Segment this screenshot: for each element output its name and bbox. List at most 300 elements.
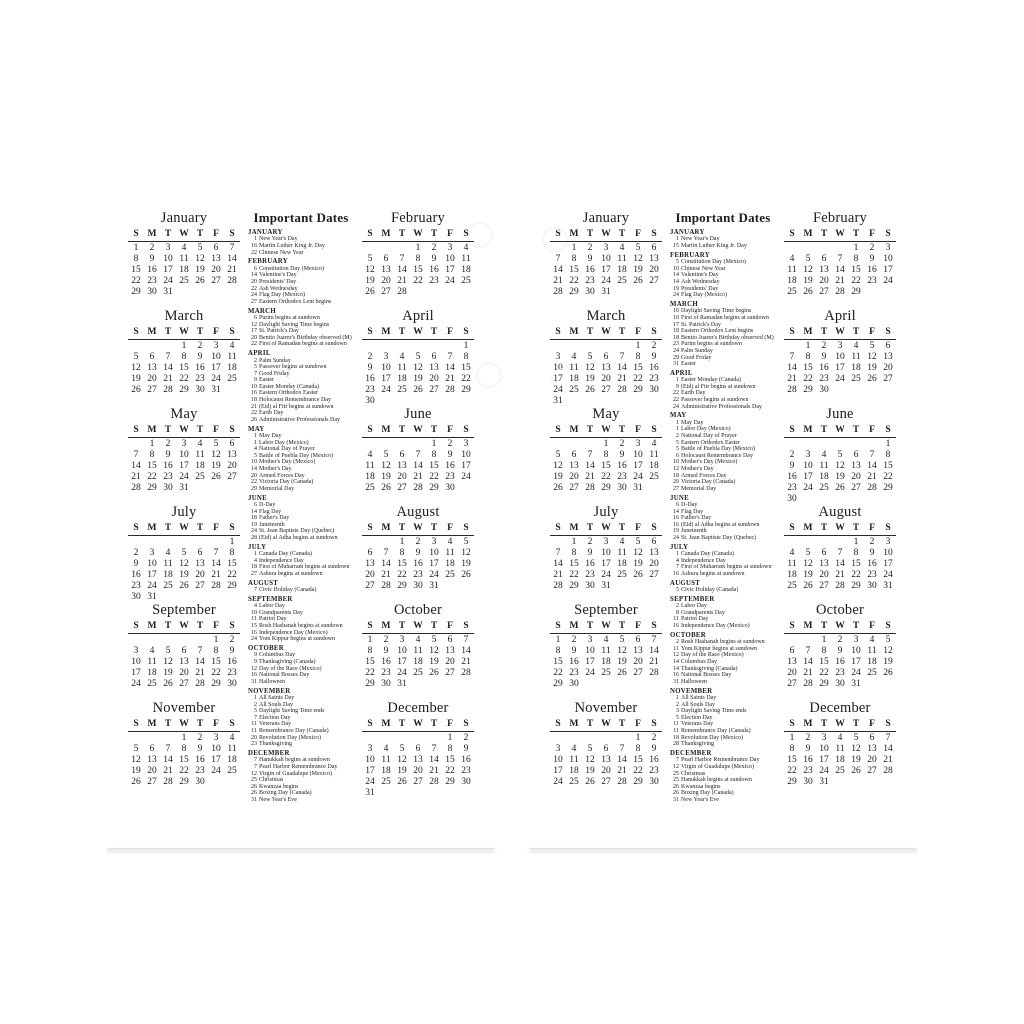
- important-date-day: 9: [254, 652, 257, 659]
- month-title: April: [824, 308, 856, 324]
- important-month-header: DECEMBER: [248, 749, 290, 757]
- day-number: 28: [787, 385, 797, 396]
- day-number: 2: [197, 732, 203, 743]
- day-number: 6: [789, 645, 795, 656]
- important-month-header: FEBRUARY: [248, 258, 288, 266]
- important-date-entry: [670, 502, 776, 509]
- day-number: 24: [147, 581, 157, 592]
- important-date-label: Mother's Day: [681, 466, 714, 472]
- weekday-letter: S: [133, 621, 139, 631]
- important-date-day: 18: [251, 515, 257, 522]
- day-number: 18: [227, 362, 237, 373]
- weekday-letter: W: [179, 523, 189, 533]
- weekday-letter: W: [601, 327, 611, 337]
- day-number: 26: [585, 385, 595, 396]
- day-number: 14: [585, 460, 595, 471]
- day-number: 27: [445, 668, 455, 679]
- day-number: 5: [431, 634, 437, 645]
- important-month-header: AUGUST: [248, 579, 279, 587]
- important-date-entry: [248, 236, 354, 243]
- important-date-entry: [248, 797, 354, 804]
- month-calendar: [128, 210, 240, 308]
- day-number: 15: [851, 264, 861, 275]
- important-date-entry: [248, 764, 354, 771]
- month-title: April: [402, 308, 434, 324]
- important-date-day: 24: [251, 636, 257, 643]
- important-month-header: MARCH: [248, 307, 276, 315]
- weekday-letter: T: [820, 719, 828, 729]
- important-date-entry: [248, 371, 354, 378]
- weekday-letter: F: [447, 621, 453, 631]
- day-number: 8: [635, 743, 641, 754]
- day-number: 26: [803, 287, 813, 298]
- empty-cell: [128, 635, 144, 646]
- day-number: 17: [803, 472, 813, 483]
- day-number: 19: [803, 570, 813, 581]
- day-number: 13: [195, 558, 205, 569]
- important-date-entry: [670, 390, 776, 397]
- important-date-label: Presidents' Day: [681, 285, 719, 292]
- empty-cell: [410, 341, 426, 352]
- important-date-entry: [670, 721, 776, 728]
- day-number: 6: [229, 438, 235, 449]
- important-date-day: 1: [254, 433, 257, 440]
- important-date-day: 1: [676, 236, 679, 243]
- important-date-entry: [670, 404, 776, 411]
- empty-cell: [394, 733, 410, 744]
- important-date-label: Revolution Day (Mexico): [259, 734, 321, 741]
- day-number: 22: [413, 276, 423, 287]
- empty-cell: [800, 243, 816, 254]
- day-number: 30: [163, 483, 173, 494]
- important-date-day: 6: [676, 501, 679, 508]
- day-number: 10: [585, 645, 595, 656]
- important-date-day: 24: [673, 347, 679, 354]
- day-number: 1: [571, 242, 577, 253]
- day-number: 27: [787, 679, 797, 690]
- important-date-day: 31: [673, 361, 679, 368]
- day-number: 13: [429, 362, 439, 373]
- day-number: 25: [787, 287, 797, 298]
- important-date-entry: [248, 715, 354, 722]
- day-number: 16: [195, 362, 205, 373]
- day-number: 11: [787, 558, 797, 569]
- day-grid: [784, 635, 896, 691]
- month-calendar: [128, 602, 240, 700]
- important-month-section: [248, 258, 354, 305]
- important-date-label: Thanksgiving: [681, 741, 714, 748]
- day-number: 10: [147, 558, 157, 569]
- day-number: 2: [165, 438, 171, 449]
- important-dates-column: [670, 210, 776, 804]
- important-date-label: Remembrance Day (Canada): [259, 727, 329, 734]
- important-date-entry: [670, 266, 776, 273]
- day-number: 31: [601, 287, 611, 298]
- month-calendar: [128, 308, 240, 406]
- day-number: 29: [803, 385, 813, 396]
- important-date-entry: [670, 702, 776, 709]
- important-date-label: Mother's Day: [259, 466, 292, 472]
- day-number: 12: [461, 547, 471, 558]
- day-number: 10: [601, 253, 611, 264]
- day-number: 27: [365, 581, 375, 592]
- day-number: 4: [571, 743, 577, 754]
- important-date-label: All Souls Day: [259, 701, 294, 708]
- empty-cell: [144, 537, 160, 548]
- important-date-label: Purim begins at sundown: [681, 341, 742, 348]
- day-number: 29: [429, 483, 439, 494]
- day-number: 15: [553, 656, 563, 667]
- day-number: 20: [195, 570, 205, 581]
- important-date-label: St. Patrick's Day: [681, 321, 721, 328]
- weekday-letter: F: [447, 425, 453, 435]
- weekday-letter: S: [885, 621, 891, 631]
- day-number: 6: [603, 351, 609, 362]
- day-number: 18: [569, 766, 579, 777]
- month-title: June: [404, 406, 432, 422]
- important-date-day: 11: [673, 721, 679, 728]
- day-number: 14: [429, 754, 439, 765]
- day-number: 11: [851, 351, 861, 362]
- day-number: 2: [447, 438, 453, 449]
- day-number: 13: [787, 656, 797, 667]
- important-date-label: National Bosses Day: [259, 672, 310, 679]
- weekday-letter: T: [164, 719, 172, 729]
- day-number: 28: [211, 581, 221, 592]
- important-date-day: 20: [251, 278, 257, 285]
- day-number: 30: [835, 679, 845, 690]
- important-date-label: Grandparents Day: [259, 609, 303, 616]
- important-date-label: Independence Day: [259, 557, 304, 564]
- important-date-label: Civic Holiday (Canada): [681, 587, 739, 594]
- important-date-day: 16: [251, 243, 257, 249]
- day-number: 2: [197, 340, 203, 351]
- day-number: 18: [461, 264, 471, 275]
- important-date-day: 25: [673, 777, 679, 784]
- weekday-letter: F: [213, 327, 219, 337]
- important-date-label: Constitution Day (Mexico): [681, 259, 746, 266]
- weekday-letter: T: [196, 719, 204, 729]
- important-date-day: 14: [673, 278, 679, 285]
- day-number: 5: [415, 351, 421, 362]
- page-bottom-shadow: [107, 848, 495, 850]
- weekday-letter: S: [367, 425, 373, 435]
- important-date-label: (Eid) al Fitr begins at sundown: [259, 403, 334, 410]
- important-month-section: [670, 412, 776, 492]
- day-number: 3: [399, 634, 405, 645]
- day-number: 31: [179, 483, 189, 494]
- important-date-day: 11: [251, 721, 257, 728]
- day-number: 9: [587, 547, 593, 558]
- day-number: 29: [397, 581, 407, 592]
- important-date-day: 19: [673, 528, 679, 535]
- day-number: 22: [569, 276, 579, 287]
- weekday-letter: S: [555, 425, 561, 435]
- day-number: 14: [835, 264, 845, 275]
- important-date-label: Columbus Day: [681, 659, 718, 666]
- day-number: 19: [803, 276, 813, 287]
- day-grid: [128, 537, 240, 604]
- day-number: 14: [397, 264, 407, 275]
- important-date-label: Virgin of Guadalupe (Mexico): [681, 763, 755, 770]
- day-number: 11: [365, 460, 375, 471]
- weekday-letter: T: [618, 229, 626, 239]
- important-date-label: Martin Luther King Jr. Day: [259, 243, 325, 249]
- important-date-label: Mother's Day (Mexico): [681, 459, 738, 466]
- day-number: 19: [553, 472, 563, 483]
- day-number: 6: [821, 253, 827, 264]
- important-date-label: Canada Day (Canada): [681, 551, 734, 558]
- day-number: 12: [633, 253, 643, 264]
- day-grid: [550, 733, 662, 789]
- day-number: 2: [821, 340, 827, 351]
- day-number: 28: [429, 777, 439, 788]
- day-number: 20: [819, 570, 829, 581]
- weekday-letter: F: [869, 621, 875, 631]
- important-date-entry: [248, 322, 354, 329]
- day-number: 20: [227, 460, 237, 471]
- weekday-letter: S: [789, 621, 795, 631]
- day-number: 11: [835, 743, 845, 754]
- day-number: 29: [179, 385, 189, 396]
- day-number: 15: [601, 460, 611, 471]
- day-number: 29: [227, 581, 237, 592]
- day-number: 4: [789, 253, 795, 264]
- day-number: 29: [211, 679, 221, 690]
- day-number: 24: [163, 276, 173, 287]
- important-date-label: Flag Day: [681, 508, 704, 515]
- day-number: 5: [133, 351, 139, 362]
- day-number: 11: [445, 547, 455, 558]
- day-number: 28: [617, 777, 627, 788]
- weekday-header: [362, 523, 474, 536]
- important-date-entry: [248, 610, 354, 617]
- weekday-letter: T: [852, 621, 860, 631]
- day-number: 22: [787, 766, 797, 777]
- day-number: 7: [383, 547, 389, 558]
- important-date-day: 6: [254, 501, 257, 508]
- important-date-entry: [670, 397, 776, 404]
- weekday-letter: T: [164, 229, 172, 239]
- day-number: 7: [651, 634, 657, 645]
- important-date-label: Boxing Day (Canada): [259, 790, 312, 797]
- day-number: 27: [819, 581, 829, 592]
- important-date-label: National Day of Prayer: [259, 446, 315, 453]
- day-number: 10: [429, 547, 439, 558]
- weekday-header: [128, 425, 240, 438]
- important-date-entry: [670, 459, 776, 466]
- day-number: 21: [227, 264, 237, 275]
- day-number: 23: [195, 374, 205, 385]
- day-number: 13: [819, 264, 829, 275]
- important-date-entry: [248, 266, 354, 273]
- day-number: 26: [365, 287, 375, 298]
- day-grid: [784, 537, 896, 593]
- day-number: 21: [163, 374, 173, 385]
- important-date-entry: [670, 515, 776, 522]
- day-number: 20: [211, 264, 221, 275]
- page-content: [527, 148, 919, 804]
- day-number: 3: [447, 242, 453, 253]
- month-calendar: [362, 700, 474, 798]
- important-date-day: 4: [676, 557, 679, 564]
- day-number: 10: [883, 547, 893, 558]
- day-grid: [362, 733, 474, 800]
- day-number: 23: [445, 472, 455, 483]
- important-date-label: Easter: [259, 377, 274, 384]
- important-date-entry: [248, 616, 354, 623]
- important-date-day: 5: [676, 587, 679, 594]
- weekday-letter: T: [398, 327, 406, 337]
- important-date-label: Daylight Saving Time ends: [681, 708, 747, 715]
- important-date-day: 29: [673, 354, 679, 361]
- month-column-right: [362, 210, 474, 804]
- day-number: 3: [555, 743, 561, 754]
- important-month-section: [248, 426, 354, 493]
- day-number: 8: [853, 547, 859, 558]
- weekday-letter: T: [398, 425, 406, 435]
- important-date-day: 2: [676, 603, 679, 610]
- day-number: 16: [617, 460, 627, 471]
- weekday-letter: W: [413, 523, 423, 533]
- important-date-day: 12: [251, 665, 257, 672]
- important-date-entry: [248, 672, 354, 679]
- day-number: 10: [397, 645, 407, 656]
- important-date-label: Presidents' Day: [259, 278, 297, 285]
- day-number: 7: [197, 645, 203, 656]
- day-number: 16: [585, 264, 595, 275]
- day-number: 17: [179, 460, 189, 471]
- day-number: 1: [367, 634, 373, 645]
- day-number: 5: [165, 645, 171, 656]
- day-number: 30: [585, 581, 595, 592]
- day-number: 13: [601, 754, 611, 765]
- important-dates-list: [670, 229, 776, 804]
- day-number: 10: [381, 362, 391, 373]
- important-date-day: 5: [254, 452, 257, 459]
- day-number: 19: [131, 374, 141, 385]
- day-number: 27: [569, 483, 579, 494]
- day-number: 15: [147, 460, 157, 471]
- day-number: 27: [867, 766, 877, 777]
- important-date-day: 20: [251, 334, 257, 341]
- weekday-letter: S: [367, 621, 373, 631]
- important-month-header: APRIL: [248, 350, 271, 358]
- important-date-label: Chinese New Year: [259, 249, 304, 256]
- day-number: 25: [835, 766, 845, 777]
- day-number: 13: [211, 253, 221, 264]
- day-number: 17: [601, 264, 611, 275]
- important-date-entry: [670, 479, 776, 486]
- day-number: 3: [213, 340, 219, 351]
- day-number: 9: [197, 351, 203, 362]
- weekday-letter: S: [367, 719, 373, 729]
- important-date-label: Flag Day: [259, 508, 282, 515]
- day-number: 23: [617, 472, 627, 483]
- weekday-letter: T: [586, 621, 594, 631]
- day-number: 16: [867, 558, 877, 569]
- day-number: 18: [835, 754, 845, 765]
- day-number: 1: [447, 732, 453, 743]
- weekday-letter: S: [229, 229, 235, 239]
- important-dates-column: [248, 210, 354, 804]
- weekday-letter: S: [789, 523, 795, 533]
- weekday-letter: F: [635, 229, 641, 239]
- day-number: 13: [867, 743, 877, 754]
- important-date-entry: [670, 328, 776, 335]
- empty-cell: [362, 439, 378, 450]
- important-date-entry: [248, 299, 354, 306]
- empty-cell: [160, 341, 176, 352]
- day-number: 24: [883, 276, 893, 287]
- day-number: 6: [383, 253, 389, 264]
- day-number: 8: [885, 449, 891, 460]
- day-number: 16: [365, 374, 375, 385]
- day-number: 15: [227, 558, 237, 569]
- day-number: 17: [835, 362, 845, 373]
- day-number: 22: [179, 374, 189, 385]
- important-date-entry: [248, 417, 354, 424]
- day-number: 6: [571, 449, 577, 460]
- day-number: 6: [399, 449, 405, 460]
- weekday-letter: S: [555, 229, 561, 239]
- important-date-entry: [248, 446, 354, 453]
- day-number: 1: [789, 732, 795, 743]
- weekday-letter: W: [413, 327, 423, 337]
- important-date-day: 15: [673, 243, 679, 249]
- day-number: 17: [445, 264, 455, 275]
- weekday-letter: F: [869, 229, 875, 239]
- important-date-label: Earth Day: [681, 390, 706, 397]
- day-number: 12: [131, 362, 141, 373]
- important-date-entry: [670, 308, 776, 315]
- day-number: 13: [413, 754, 423, 765]
- day-number: 28: [553, 287, 563, 298]
- day-number: 2: [805, 732, 811, 743]
- day-number: 25: [819, 483, 829, 494]
- month-calendar: [128, 504, 240, 602]
- important-month-header: NOVEMBER: [670, 687, 713, 695]
- important-date-label: Administrative Professionals Day: [681, 403, 762, 410]
- important-date-entry: [248, 535, 354, 542]
- important-date-label: Valentine's Day: [681, 272, 719, 279]
- day-number: 13: [147, 362, 157, 373]
- important-date-label: Armed Forces Day: [259, 472, 305, 479]
- empty-cell: [442, 341, 458, 352]
- day-number: 27: [381, 287, 391, 298]
- day-number: 5: [635, 536, 641, 547]
- day-number: 18: [365, 472, 375, 483]
- important-date-label: Eastern Orthodox Lent begins: [259, 298, 332, 305]
- important-month-header: JUNE: [670, 494, 689, 502]
- month-title: March: [586, 308, 626, 324]
- month-title: August: [396, 504, 440, 520]
- day-number: 23: [819, 374, 829, 385]
- weekday-letter: W: [601, 523, 611, 533]
- day-number: 28: [445, 385, 455, 396]
- empty-cell: [614, 341, 630, 352]
- important-month-section: [670, 544, 776, 578]
- day-number: 8: [181, 743, 187, 754]
- day-number: 20: [649, 264, 659, 275]
- empty-cell: [784, 635, 800, 646]
- day-number: 21: [429, 766, 439, 777]
- important-date-label: Christmas: [681, 770, 706, 777]
- day-number: 27: [397, 483, 407, 494]
- day-number: 8: [853, 253, 859, 264]
- day-number: 30: [227, 679, 237, 690]
- day-number: 21: [835, 276, 845, 287]
